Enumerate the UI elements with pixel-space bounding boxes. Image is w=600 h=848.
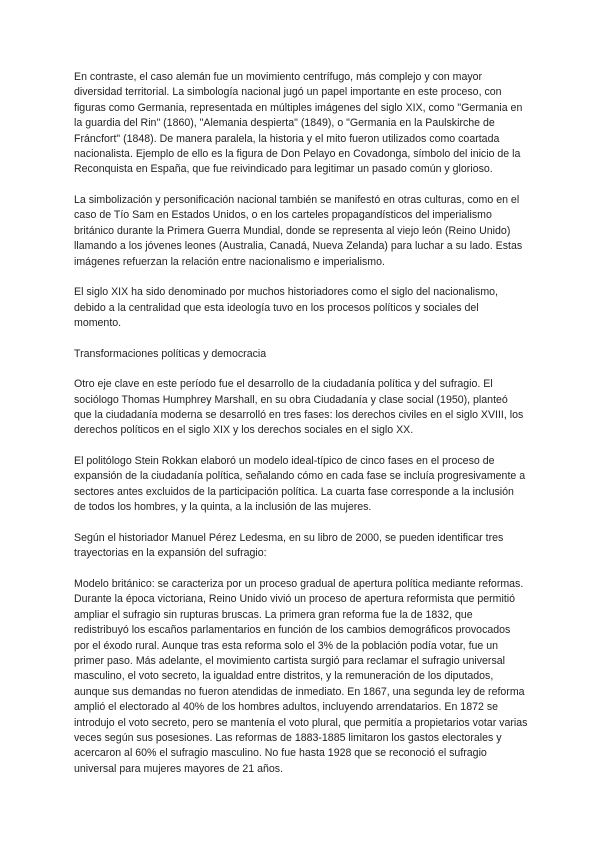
paragraph-marshall-citizenship: Otro eje clave en este período fue el desarrollo de la ciudadanía política y del sufragio. El sociólogo Thomas Humphrey Marshall, en su obra Ciudadanía y clase social (1950), planteó que la ciudadanía moderna se desarrolló en tres fases: los derechos civiles en el siglo XVIII, los derechos políticos en el siglo XIX y los derechos sociales en el siglo XX. xyxy=(74,378,524,437)
section-heading: Transformaciones políticas y democracia xyxy=(74,347,267,360)
paragraph-british-model: Modelo británico: se caracteriza por un proceso gradual de apertura política mediante reformas. Durante la época victoriana, Reino Unido vivió un proceso de apertura reformista que permitió ampliar el sufragio sin rupturas bruscas. La primera gran reforma fue la de 1832, que redistribuyó los escaños parlamentarios en función de los cambios demográficos provocados por el éxodo rural. Aunque tras esta reforma solo el 3% de la población podía votar, fue un primer paso. Más adelante, el movimiento cartista surgió para reclamar el sufragio universal masculino, el voto secreto, la igualdad entre distritos, y la remuneración de los diputados, aunque sus demandas no fueron atendidas de inmediato. En 1867, una segunda ley de reforma amplió el electorado al 40% de los hombres adultos, incluyendo arrendatarios. En 1872 se introdujo el voto secreto, pero se mantenía el voto plural, que permitía a propietarios votar varias veces según sus posesiones. Las reformas de 1883-1885 limitaron los gastos electorales y acercaron al 60% el sufragio masculino. No fue hasta 1928 que se reconoció el sufragio universal para mujeres mayores de 21 años. xyxy=(74,577,528,775)
paragraph-perez-ledesma: Según el historiador Manuel Pérez Ledesma, en su libro de 2000, se pueden identificar tres trayectorias en la expansión del sufragio: xyxy=(74,531,504,560)
paragraph-rokkan-model: El politólogo Stein Rokkan elaboró un modelo ideal-típico de cinco fases en el proceso de expansión de la ciudadanía política, señalando cómo en cada fase se incluía progresivamente a sectores antes excluidos de la participación política. La cuarta fase corresponde a la inclusión de todos los hombres, y la quinta, a la inclusión de las mujeres. xyxy=(74,455,526,514)
document-page xyxy=(74,70,528,792)
paragraph-national-personification: La simbolización y personificación nacional también se manifestó en otras culturas, como en el caso de Tío Sam en Estados Unidos, o en los carteles propagandísticos del imperialismo británico durante la Primera Guerra Mundial, donde se representa al viejo león (Reino Unido) llamando a los jóvenes leones (Australia, Canadá, Nueva Zelanda) para luchar a su lado. Estas imágenes refuerzan la relación entre nacionalismo e imperialismo. xyxy=(74,194,523,268)
paragraph-century-of-nationalism: El siglo XIX ha sido denominado por muchos historiadores como el siglo del nacionalismo, debido a la centralidad que esta ideología tuvo en los procesos políticos y sociales del momento. xyxy=(74,286,498,330)
paragraph-german-symbolism: En contraste, el caso alemán fue un movimiento centrífugo, más complejo y con mayor diversidad territorial. La simbología nacional jugó un papel importante en este proceso, con figuras como Germania, representada en múltiples imágenes del siglo XIX, como "Germania en la guardia del Rin" (1860), "Alemania despierta" (1849), o "Germania en la Paulskirche de Fráncfort" (1848). De manera paralela, la historia y el mito fueron utilizados como coartada nacionalista. Ejemplo de ello es la figura de Don Pelayo en Covadonga, símbolo del inicio de la Reconquista en España, que fue reivindicado para legitimar un pasado común y glorioso. xyxy=(74,71,523,176)
